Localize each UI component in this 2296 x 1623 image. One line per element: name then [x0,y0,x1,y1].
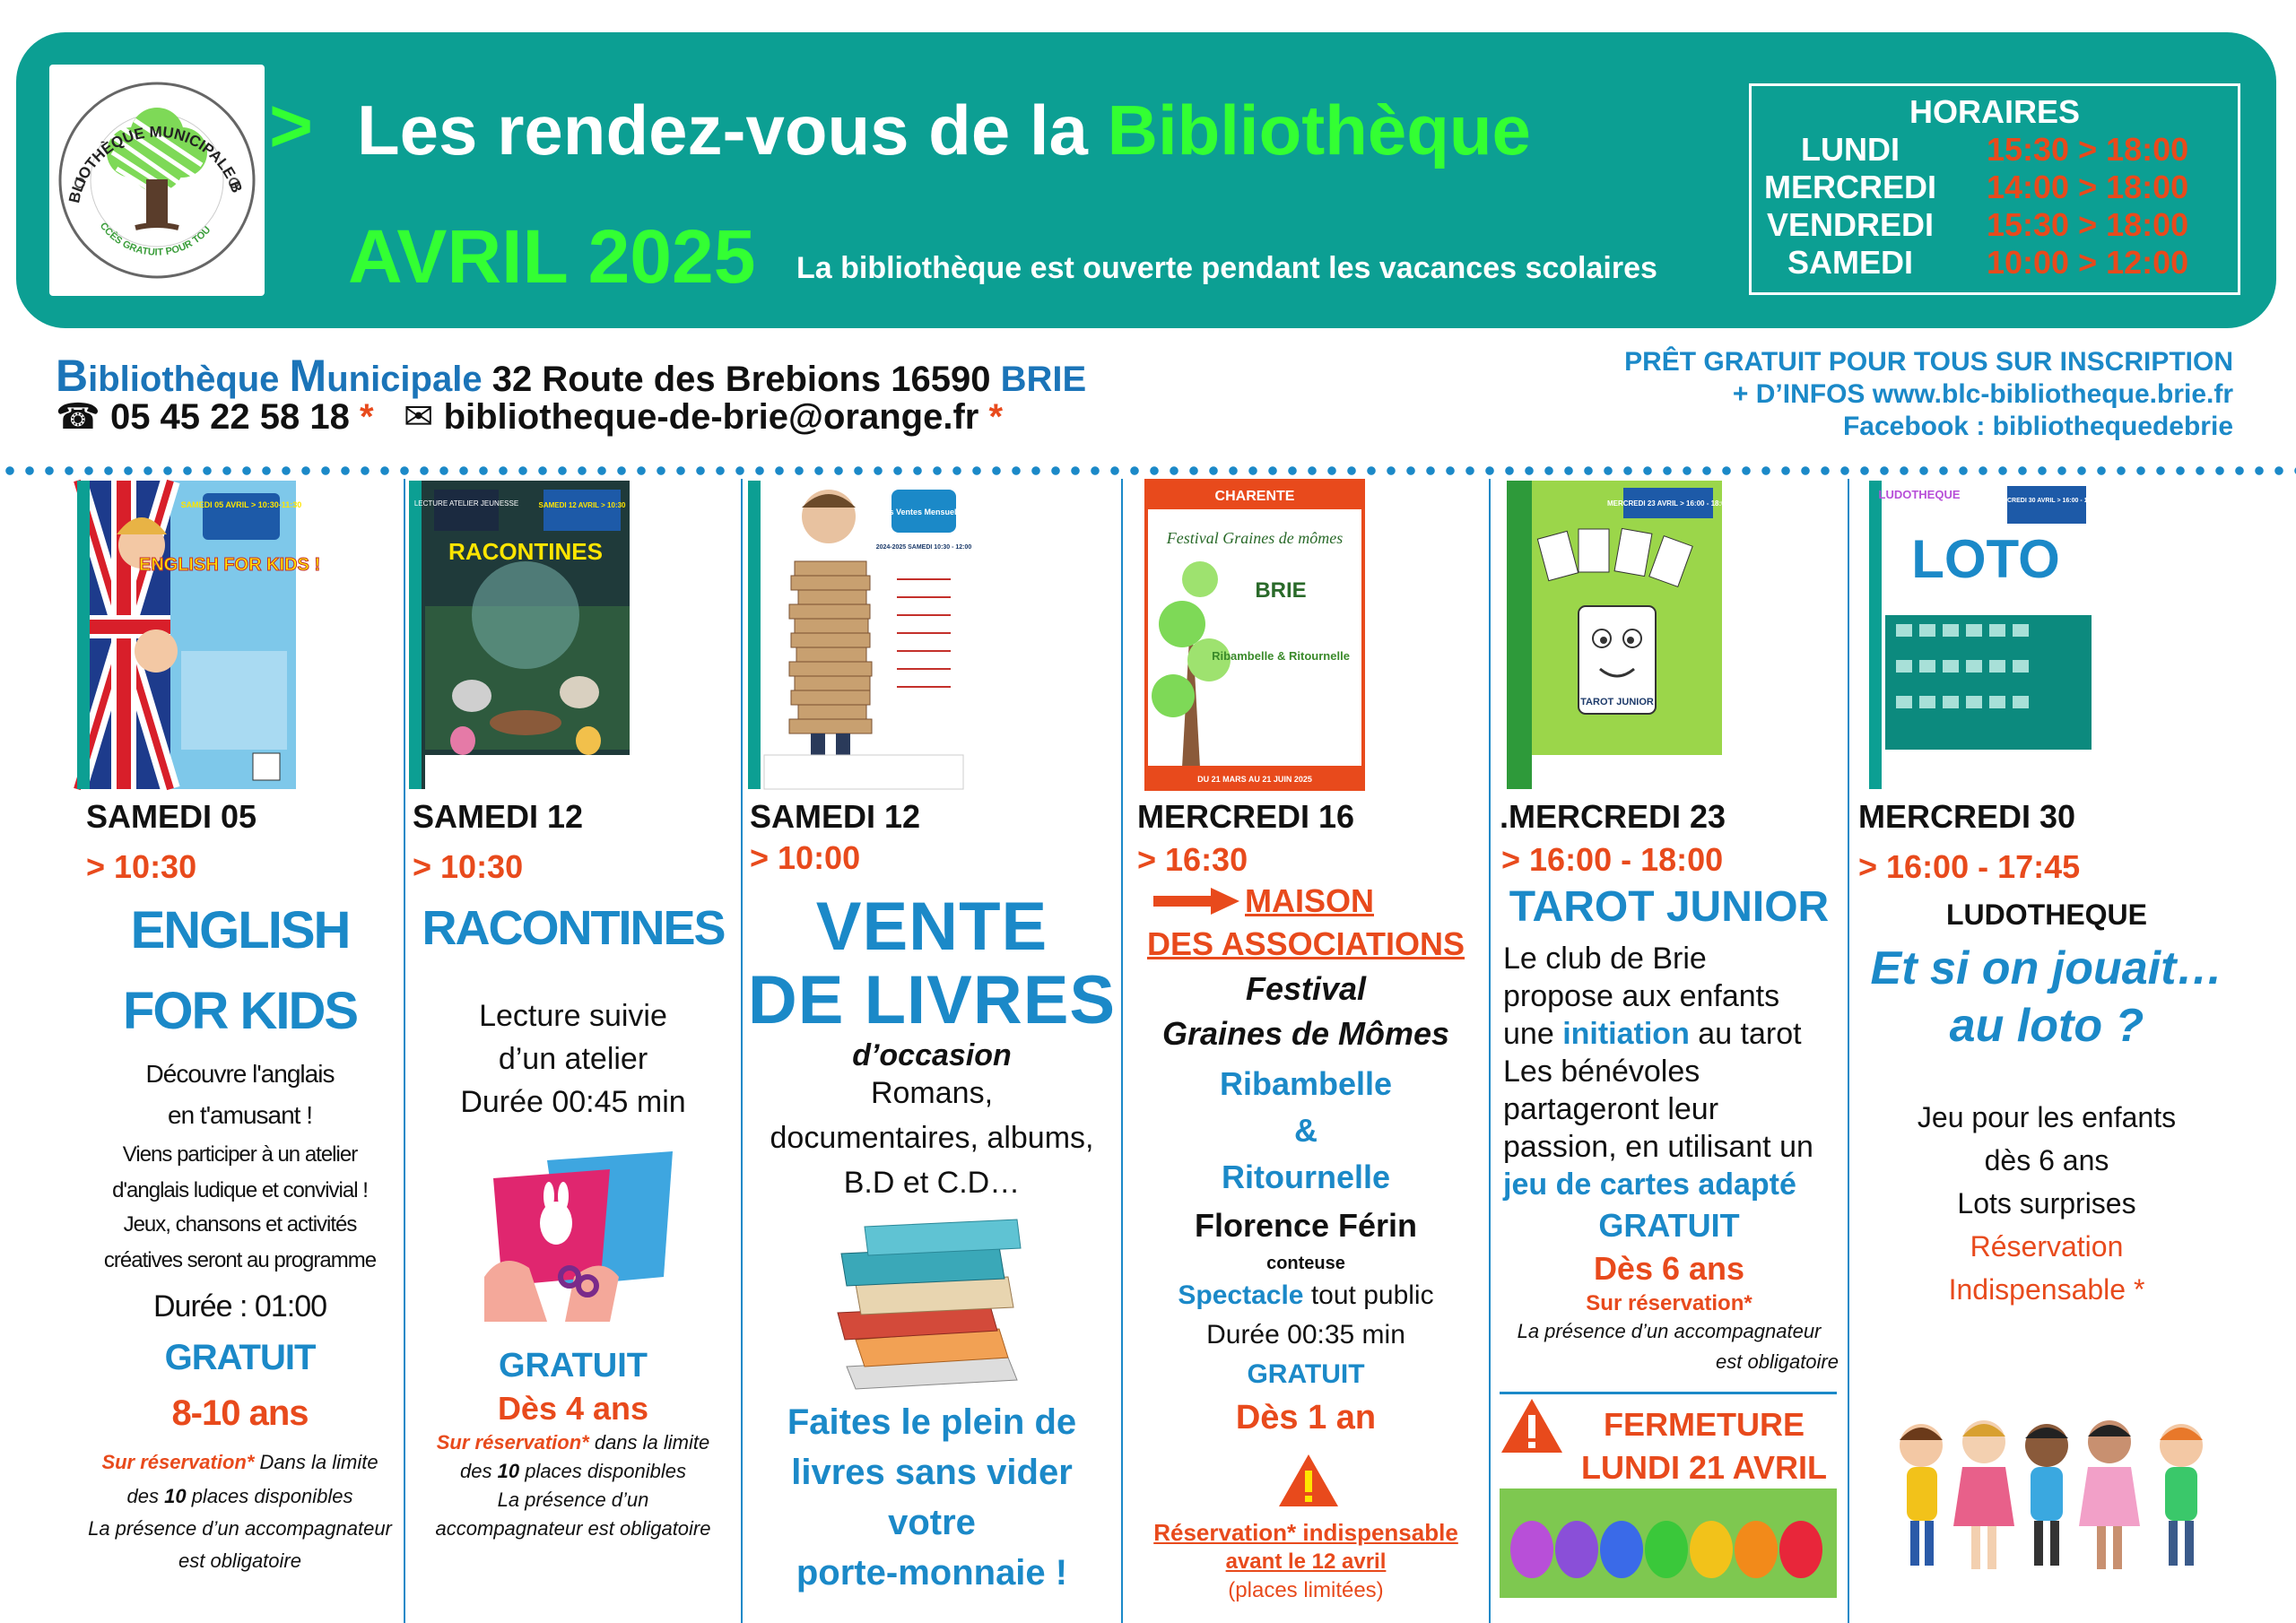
artist-role: conteuse [1266,1254,1345,1273]
month-title: AVRIL 2025 [348,214,756,299]
event-reservation: des 10 places disponibles [126,1485,353,1507]
event-slogan: Faites le plein de [787,1402,1077,1442]
event-reservation: avant le 12 avril [1225,1549,1387,1574]
closure-date: LUNDI 21 AVRIL [1580,1449,1828,1486]
event-description: Le club de Brie propose aux enfants une initiation au tarot Les bénévoles partageront leur passion, en utilisant un jeu de cartes adapté [1503,942,1813,1202]
event-day: SAMEDI 12 [413,798,584,835]
event-reservation: Sur réservation* [1586,1291,1752,1315]
event-notice: accompagnateur est obligatoire [435,1517,711,1540]
poster-town: BRIE [1255,578,1307,603]
event-slogan: livres sans vider [791,1453,1073,1492]
event-column-tarot [1491,479,1848,1623]
artist-name: Florence Férin [1194,1207,1418,1244]
title-arrow: > [269,83,314,168]
event-age: 8-10 ans [171,1393,309,1433]
event-desc: Jeux, chansons et activités [123,1212,357,1237]
event-notice: est obligatoire [178,1549,301,1572]
easter-eggs-illustration [1500,1488,1837,1598]
event-desc: Jeu pour les enfants [1917,1101,2177,1133]
event-time: > 16:00 - 18:00 [1501,841,1724,878]
festival-name: Graines de Mômes [1161,1015,1450,1052]
poster-tag: Les Ventes Mensuelles [879,508,969,516]
event-desc: Durée 00:45 min [460,1085,686,1119]
book-stack-illustration [829,1214,1035,1393]
event-column-english [72,479,408,1623]
page-title: Les rendez-vous de la Bibliothèque [357,91,1531,169]
warning-icon [1500,1397,1564,1454]
poster-tag: LUDOTHEQUE [1878,488,1961,501]
hours-title: HORAIRES [1909,93,2081,130]
event-column-loto [1849,479,2244,1623]
event-column-festival [1123,479,1489,1623]
event-time: > 16:00 - 17:45 [1858,848,2081,885]
warning-icon [1277,1453,1340,1508]
closure-divider [1500,1392,1837,1394]
event-age: Dès 1 an [1235,1399,1377,1436]
facebook-link[interactable]: Facebook : bibliothequedebrie [1842,412,2233,441]
event-duration: Durée : 01:00 [152,1289,327,1324]
craft-scissors-illustration [466,1142,682,1322]
svg-text:BIBLIOTHÈQUE MUNICIPALE BRIE: BLIOTHÈQUE MUNICIPALE B [65,123,246,205]
event-age: Dès 6 ans [1593,1250,1745,1287]
event-category: LUDOTHEQUE [1946,898,2147,931]
event-title: ENGLISH [130,901,350,959]
event-reservation: des 10 places disponibles [460,1460,686,1482]
event-title: DE LIVRES [747,962,1117,1038]
poster-title: RACONTINES [448,538,603,565]
event-desc: B.D et C.D… [843,1166,1021,1200]
event-column-racontines [405,479,741,1623]
poster-show: Ribambelle & Ritournelle [1212,649,1350,663]
event-desc: Lots surprises [1957,1187,2136,1219]
event-title: FOR KIDS [122,982,358,1040]
event-desc: dès 6 ans [1984,1144,2109,1176]
show-title: Ribambelle [1219,1065,1393,1102]
closure-notice: FERMETURE [1604,1406,1805,1443]
event-notice: La présence d’un accompagnateur [1517,1320,1822,1342]
contact-line: ☎ 05 45 22 58 18 * ✉ bibliotheque-de-brie@orange.fr * [56,397,1004,437]
event-desc: Lecture suivie [479,999,667,1033]
event-reservation: Réservation* indispensable [1153,1519,1458,1546]
opening-note: La bibliothèque est ouverte pendant les vacances scolaires [796,251,1657,285]
poster-date: MERCREDI 23 AVRIL > 16:00 - 18:00 [1606,499,1730,508]
event-notice: est obligatoire [1716,1350,1839,1373]
event-desc: d’un atelier [498,1042,648,1076]
event-desc: d'anglais ludique et convivial ! [112,1178,368,1202]
hours-row: LUNDI 15:30 > 18:00 [1801,131,2189,168]
event-time: > 10:00 [750,839,861,876]
event-free: GRATUIT [1598,1207,1740,1244]
event-desc: créatives seront au programme [103,1248,377,1272]
event-title: RACONTINES [422,901,725,955]
envelope-icon: ✉ [403,397,434,437]
phone-number[interactable]: 05 45 22 58 18 [109,397,350,437]
poster-title: Festival Graines de mômes [1166,529,1344,547]
event-column-vente [743,479,1121,1623]
event-free: GRATUIT [498,1347,648,1384]
event-reservation: Sur réservation* dans la limite [436,1431,710,1454]
dotted-divider [0,464,2296,477]
event-time: > 10:30 [413,848,524,885]
event-subtitle: d’occasion [852,1038,1012,1072]
arrow-right-icon [1153,888,1239,915]
event-day: SAMEDI 12 [750,798,921,835]
library-logo [49,65,265,296]
event-day: .MERCREDI 23 [1500,798,1726,835]
hours-row: MERCREDI 14:00 > 18:00 [1763,169,2189,205]
poster-region: CHARENTE [1214,489,1295,504]
event-notice: La présence d’un [497,1488,649,1511]
library-address: Bibliothèque Municipale 32 Route des Brebions 16590 BRIE [56,351,1087,401]
show-title: & [1294,1112,1318,1149]
event-desc: Viens participer à un atelier [122,1142,358,1167]
event-notice: La présence d’un accompagnateur [88,1517,392,1540]
poster-date: SAMEDI 05 AVRIL > 10:30-11:30 [180,500,302,509]
event-age: Dès 4 ans [497,1390,649,1427]
phone-icon: ☎ [56,397,100,437]
opening-hours-box [1749,83,2240,295]
show-title: Ritournelle [1221,1159,1390,1195]
poster-title: LOTO [1911,529,2060,589]
event-time: > 10:30 [86,848,197,885]
event-reservation: Indispensable * [1948,1273,2145,1306]
event-slogan: porte-monnaie ! [796,1553,1068,1593]
event-desc: Romans, [870,1076,994,1110]
event-title: TAROT JUNIOR [1509,883,1830,931]
event-place: MAISON [1245,882,1374,919]
poster-tag: LECTURE ATELIER JEUNESSE [413,499,519,508]
free-loan-text: PRÊT GRATUIT POUR TOUS SUR INSCRIPTION [1624,347,2233,377]
svg-text:ACCÈS GRATUIT POUR TOUS !: CCÈS GRATUIT POUR TOU [97,221,213,258]
tree-logo-icon [49,65,265,296]
event-desc: documentaires, albums, [770,1121,1094,1155]
event-reservation: (places limitées) [1228,1578,1384,1602]
event-public: Spectacle tout public [1178,1280,1434,1310]
hours-row: SAMEDI 10:00 > 12:00 [1787,244,2189,281]
event-time: > 16:30 [1137,841,1248,878]
event-free: GRATUIT [1247,1359,1365,1389]
event-place: DES ASSOCIATIONS [1146,925,1465,962]
hours-row: VENDREDI 15:30 > 18:00 [1766,206,2189,243]
event-title: Et si on jouait… [1870,942,2223,994]
poster-date: SAMEDI 12 AVRIL > 10:30 [538,501,626,509]
poster-title: TAROT JUNIOR [1580,697,1654,707]
event-duration: Durée 00:35 min [1206,1320,1405,1350]
poster-date: MERCREDI 30 AVRIL > 16:00 - 17:45 [1993,498,2100,504]
event-title: VENTE [815,889,1048,965]
festival-name: Festival [1245,970,1367,1007]
children-playing-illustration [1885,1410,2226,1589]
poster-dates: 2024-2025 SAMEDI 10:30 - 12:00 [875,544,972,551]
event-day: SAMEDI 05 [86,798,257,835]
event-reservation: Sur réservation* Dans la limite [101,1451,378,1473]
website-link[interactable]: + D’INFOS www.blc-bibliotheque.brie.fr [1732,379,2233,409]
event-desc: en t'amusant ! [168,1101,312,1129]
event-day: MERCREDI 30 [1858,798,2076,835]
loan-info [1624,346,2233,443]
event-day: MERCREDI 16 [1137,798,1355,835]
email-link[interactable]: bibliotheque-de-brie@orange.fr [443,397,979,437]
poster-title: ENGLISH FOR KIDS ! [138,555,321,575]
event-slogan: votre [888,1503,976,1542]
event-desc: Découvre l'anglais [145,1060,335,1088]
event-title: au loto ? [1949,1000,2144,1052]
poster-dates: DU 21 MARS AU 21 JUIN 2025 [1197,775,1312,784]
event-free: GRATUIT [164,1338,316,1377]
event-reservation: Réservation [1970,1230,2124,1263]
